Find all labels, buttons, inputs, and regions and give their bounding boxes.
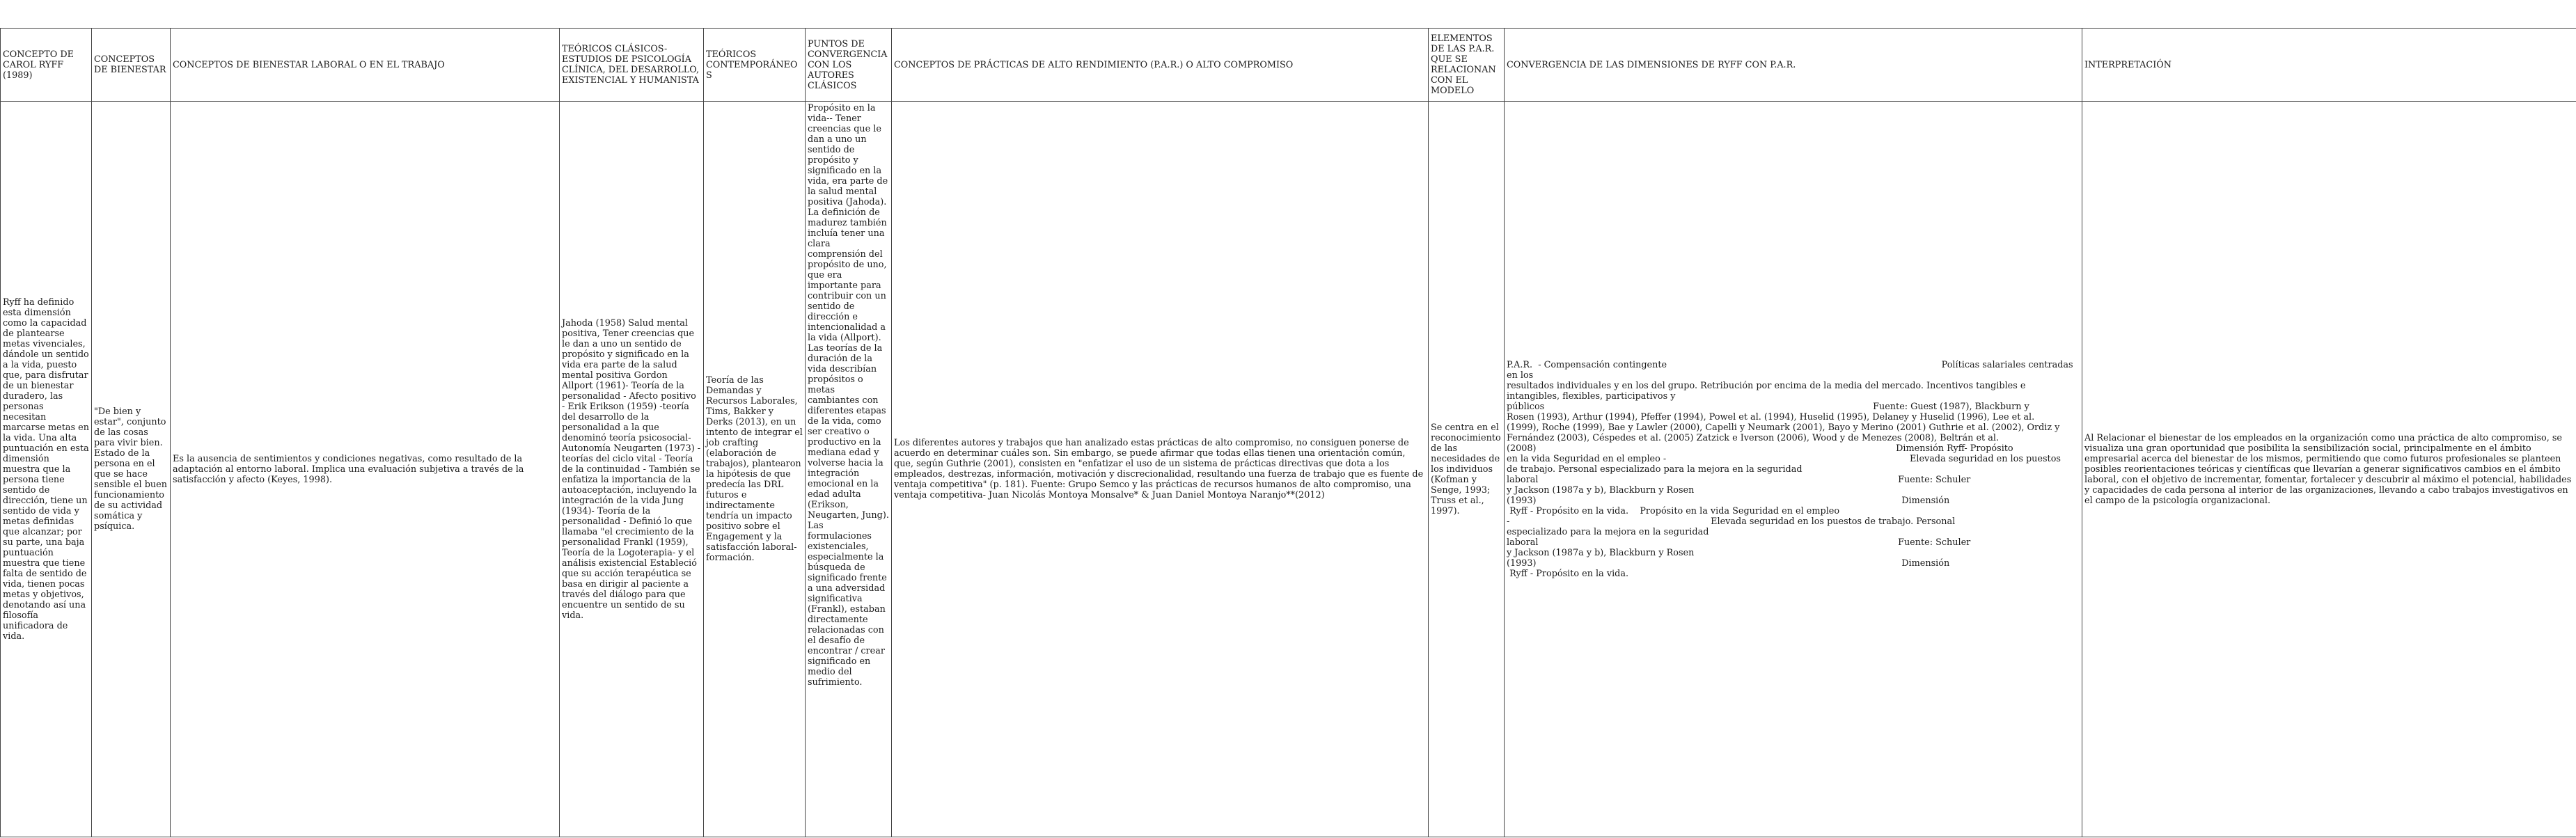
text-line: Ryff - Propósito en la vida. bbox=[1507, 568, 1629, 579]
cell-interpretacion: Al Relacionar el bienestar de los empleados en la organización como una práctica de alto compromiso, se visualiza una gran oportunidad que posibilita la sensibilización social, principalmente en el ámbito empresarial acerca del bienestar de los mismos, permitiendo que como futuros profesionales se planteen posibles reorientaciones teóricas y científicas que llevarían a generar significativos cambios en el ámbito laboral, con el objetivo de incrementar, fomentar, fortalecer y descubrir al máximo el potencial, habilidades y capacidades de cada persona al interior de las organizaciones, llevando a cabo trabajos investigativos en el campo de la psicología organizacional. bbox=[2082, 102, 2576, 837]
text-line: intangibles, flexibles, participativos y bbox=[1507, 390, 1676, 402]
header-row bbox=[1, 29, 2576, 102]
text-line: y Jackson (1987a y b), Blackburn y Rosen bbox=[1507, 547, 1695, 558]
cell-practicas-alto-rendimiento: Los diferentes autores y trabajos que han analizado estas prácticas de alto compromiso, no consiguen ponerse de acuerdo en determinar cuáles son. Sin embargo, se puede afirmar que todas ellas tienen una orientación común, que, según Guthrie (2001), consisten en "enfatizar el uso de un sistema de prácticas directivas que dota a los empleados, destrezas, información, motivación y discrecionalidad, resultando una fuerza de trabajo que es fuente de ventaja competitiva" (p. 181). Fuente: Grupo Semco y las prácticas de recursos humanos de alto compromiso, una ventaja competitiva- Juan Nicolás Montoya Monsalve* & Juan Daniel Montoya Naranjo**(2012) bbox=[892, 102, 1429, 837]
text-line: Ryff - Propósito en la vida. Propósito en la vida Seguridad en el empleo bbox=[1507, 505, 1840, 516]
header-bienestar-laboral: CONCEPTOS DE BIENESTAR LABORAL O EN EL TRABAJO bbox=[171, 29, 560, 102]
cell-convergencia-ryff-par bbox=[1505, 102, 2082, 837]
table-row bbox=[1, 102, 2576, 837]
header-interpretacion: INTERPRETACIÓN bbox=[2082, 29, 2576, 102]
text-line: P.A.R. - Compensación contingente Políticas salariales centradas en los bbox=[1507, 359, 2076, 381]
text-line: Rosen (1993), Arthur (1994), Pfeffer (1994), Powel et al. (1994), Huselid (1995), Delaney y Huselid (1996), Lee et al. bbox=[1507, 411, 2035, 422]
header-practicas-alto-rendimiento: CONCEPTOS DE PRÁCTICAS DE ALTO RENDIMIENTO (P.A.R.) O ALTO COMPROMISO bbox=[892, 29, 1429, 102]
text-line: especializado para la mejora en la seguridad bbox=[1507, 526, 1709, 537]
text-line: (1993) Dimensión bbox=[1507, 495, 1950, 506]
text-line: de trabajo. Personal especializado para la mejora en la seguridad bbox=[1507, 464, 1803, 475]
text-line: (2008) Dimensión Ryff- Propósito bbox=[1507, 443, 2013, 454]
cell-bienestar-laboral: Es la ausencia de sentimientos y condiciones negativas, como resultado de la adaptación al entorno laboral. Implica una evaluación subjetiva a través de la satisfacción y afecto (Keyes, 1998). bbox=[171, 102, 560, 837]
text-line: resultados individuales y en los del grupo. Retribución por encima de la media del mercado. Incentivos tangibles e bbox=[1507, 380, 2026, 391]
cell-teoricos-contemporaneos: Teoría de las Demandas y Recursos Laborales, Tims, Bakker y Derks (2013), en un intento de integrar el job crafting (elaboración de trabajos), plantearon la hipótesis de que predecía las DRL futuros e indirectamente tendría un impacto positivo sobre el Engagement y la satisfacción laboral- formación. bbox=[704, 102, 806, 837]
text-line: (1999), Roche (1999), Bae y Lawler (2000), Capelli y Neumark (2001), Bayo y Merino (2001) Guthrie et al. (2002), Ordiz y bbox=[1507, 422, 2060, 433]
header-conceptos-bienestar: CONCEPTOS DE BIENESTAR bbox=[92, 29, 171, 102]
cell-elementos-par: Se centra en el reconocimiento de las necesidades de los individuos (Kofman y Senge, 1993; Truss et al., 1997). bbox=[1429, 102, 1505, 837]
text-line: laboral Fuente: Schuler bbox=[1507, 474, 1971, 485]
comparison-table bbox=[0, 28, 2576, 837]
header-puntos-convergencia: PUNTOS DE CONVERGENCIA CON LOS AUTORES CLÁSICOS bbox=[806, 29, 892, 102]
text-line: públicos Fuente: Guest (1987), Blackburn y bbox=[1507, 401, 2029, 412]
cell-conceptos-bienestar: "De bien y estar", conjunto de las cosas para vivir bien. Estado de la persona en el que se hace sensible el buen funcionamiento de su actividad somática y psíquica. bbox=[92, 102, 171, 837]
header-teoricos-contemporaneos: TEÓRICOS CONTEMPORÁNEOS bbox=[704, 29, 806, 102]
text-line: en la vida Seguridad en el empleo - Elevada seguridad en los puestos bbox=[1507, 453, 2061, 464]
text-line: laboral Fuente: Schuler bbox=[1507, 537, 1971, 548]
text-line: Fernández (2003), Céspedes et al. (2005) Zatzick e Iverson (2006), Wood y de Menezes (2008), Beltrán et al. bbox=[1507, 432, 2000, 443]
cell-teoricos-clasicos: Jahoda (1958) Salud mental positiva, Tener creencias que le dan a uno un sentido de propósito y significado en la vida era parte de la salud mental positiva Gordon Allport (1961)- Teoría de la personalidad - Afecto positivo - Erik Erikson (1959) -teoría del desarrollo de la personalidad a la que denominó teoría psicosocial- Autonomía Neugarten (1973) -teorías del ciclo vital - Teoría de la continuidad - También se enfatiza la importancia de la autoaceptación, incluyendo la integración de la vida Jung (1934)- Teoría de la personalidad - Definió lo que llamaba "el crecimiento de la personalidad Frankl (1959), Teoría de la Logoterapia- y el análisis existencial Estableció que su acción terapéutica se basa en dirigir al paciente a través del diálogo para que encuentre un sentido de su vida. bbox=[560, 102, 704, 837]
header-concepto-ryff: CONCEPTO DE CAROL RYFF (1989) bbox=[1, 29, 92, 102]
header-convergencia-ryff-par: CONVERGENCIA DE LAS DIMENSIONES DE RYFF CON P.A.R. bbox=[1505, 29, 2082, 102]
cell-concepto-ryff: Ryff ha definido esta dimensión como la capacidad de plantearse metas vivenciales, dándole un sentido a la vida, puesto que, para disfrutar de un bienestar duradero, las personas necesitan marcarse metas en la vida. Una alta puntuación en esta dimensión muestra que la persona tiene sentido de dirección, tiene un sentido de vida y metas definidas que alcanzar; por su parte, una baja puntuación muestra que tiene falta de sentido de vida, tienen pocas metas y objetivos, denotando así una filosofía unificadora de vida. bbox=[1, 102, 92, 837]
text-line: - Elevada seguridad en los puestos de trabajo. Personal bbox=[1507, 516, 1956, 527]
header-elementos-par: ELEMENTOS DE LAS P.A.R. QUE SE RELACIONAN CON EL MODELO bbox=[1429, 29, 1505, 102]
header-teoricos-clasicos: TEÓRICOS CLÁSICOS- ESTUDIOS DE PSICOLOGÍA CLÍNICA, DEL DESARROLLO, EXISTENCIAL Y HUMANISTA bbox=[560, 29, 704, 102]
text-line: y Jackson (1987a y b), Blackburn y Rosen bbox=[1507, 484, 1695, 496]
text-line: (1993) Dimensión bbox=[1507, 558, 1950, 569]
cell-puntos-convergencia: Propósito en la vida-- Tener creencias que le dan a uno un sentido de propósito y significado en la vida, era parte de la salud mental positiva (Jahoda). La definición de madurez también incluía tener una clara comprensión del propósito de uno, que era importante para contribuir con un sentido de dirección e intencionalidad a la vida (Allport). Las teorías de la duración de la vida describían propósitos o metas cambiantes con diferentes etapas de la vida, como ser creativo o productivo en la mediana edad y volverse hacia la integración emocional en la edad adulta (Erikson, Neugarten, Jung). Las formulaciones existenciales, especialmente la búsqueda de significado frente a una adversidad significativa (Frankl), estaban directamente relacionadas con el desafío de encontrar / crear significado en medio del sufrimiento. bbox=[806, 102, 892, 837]
